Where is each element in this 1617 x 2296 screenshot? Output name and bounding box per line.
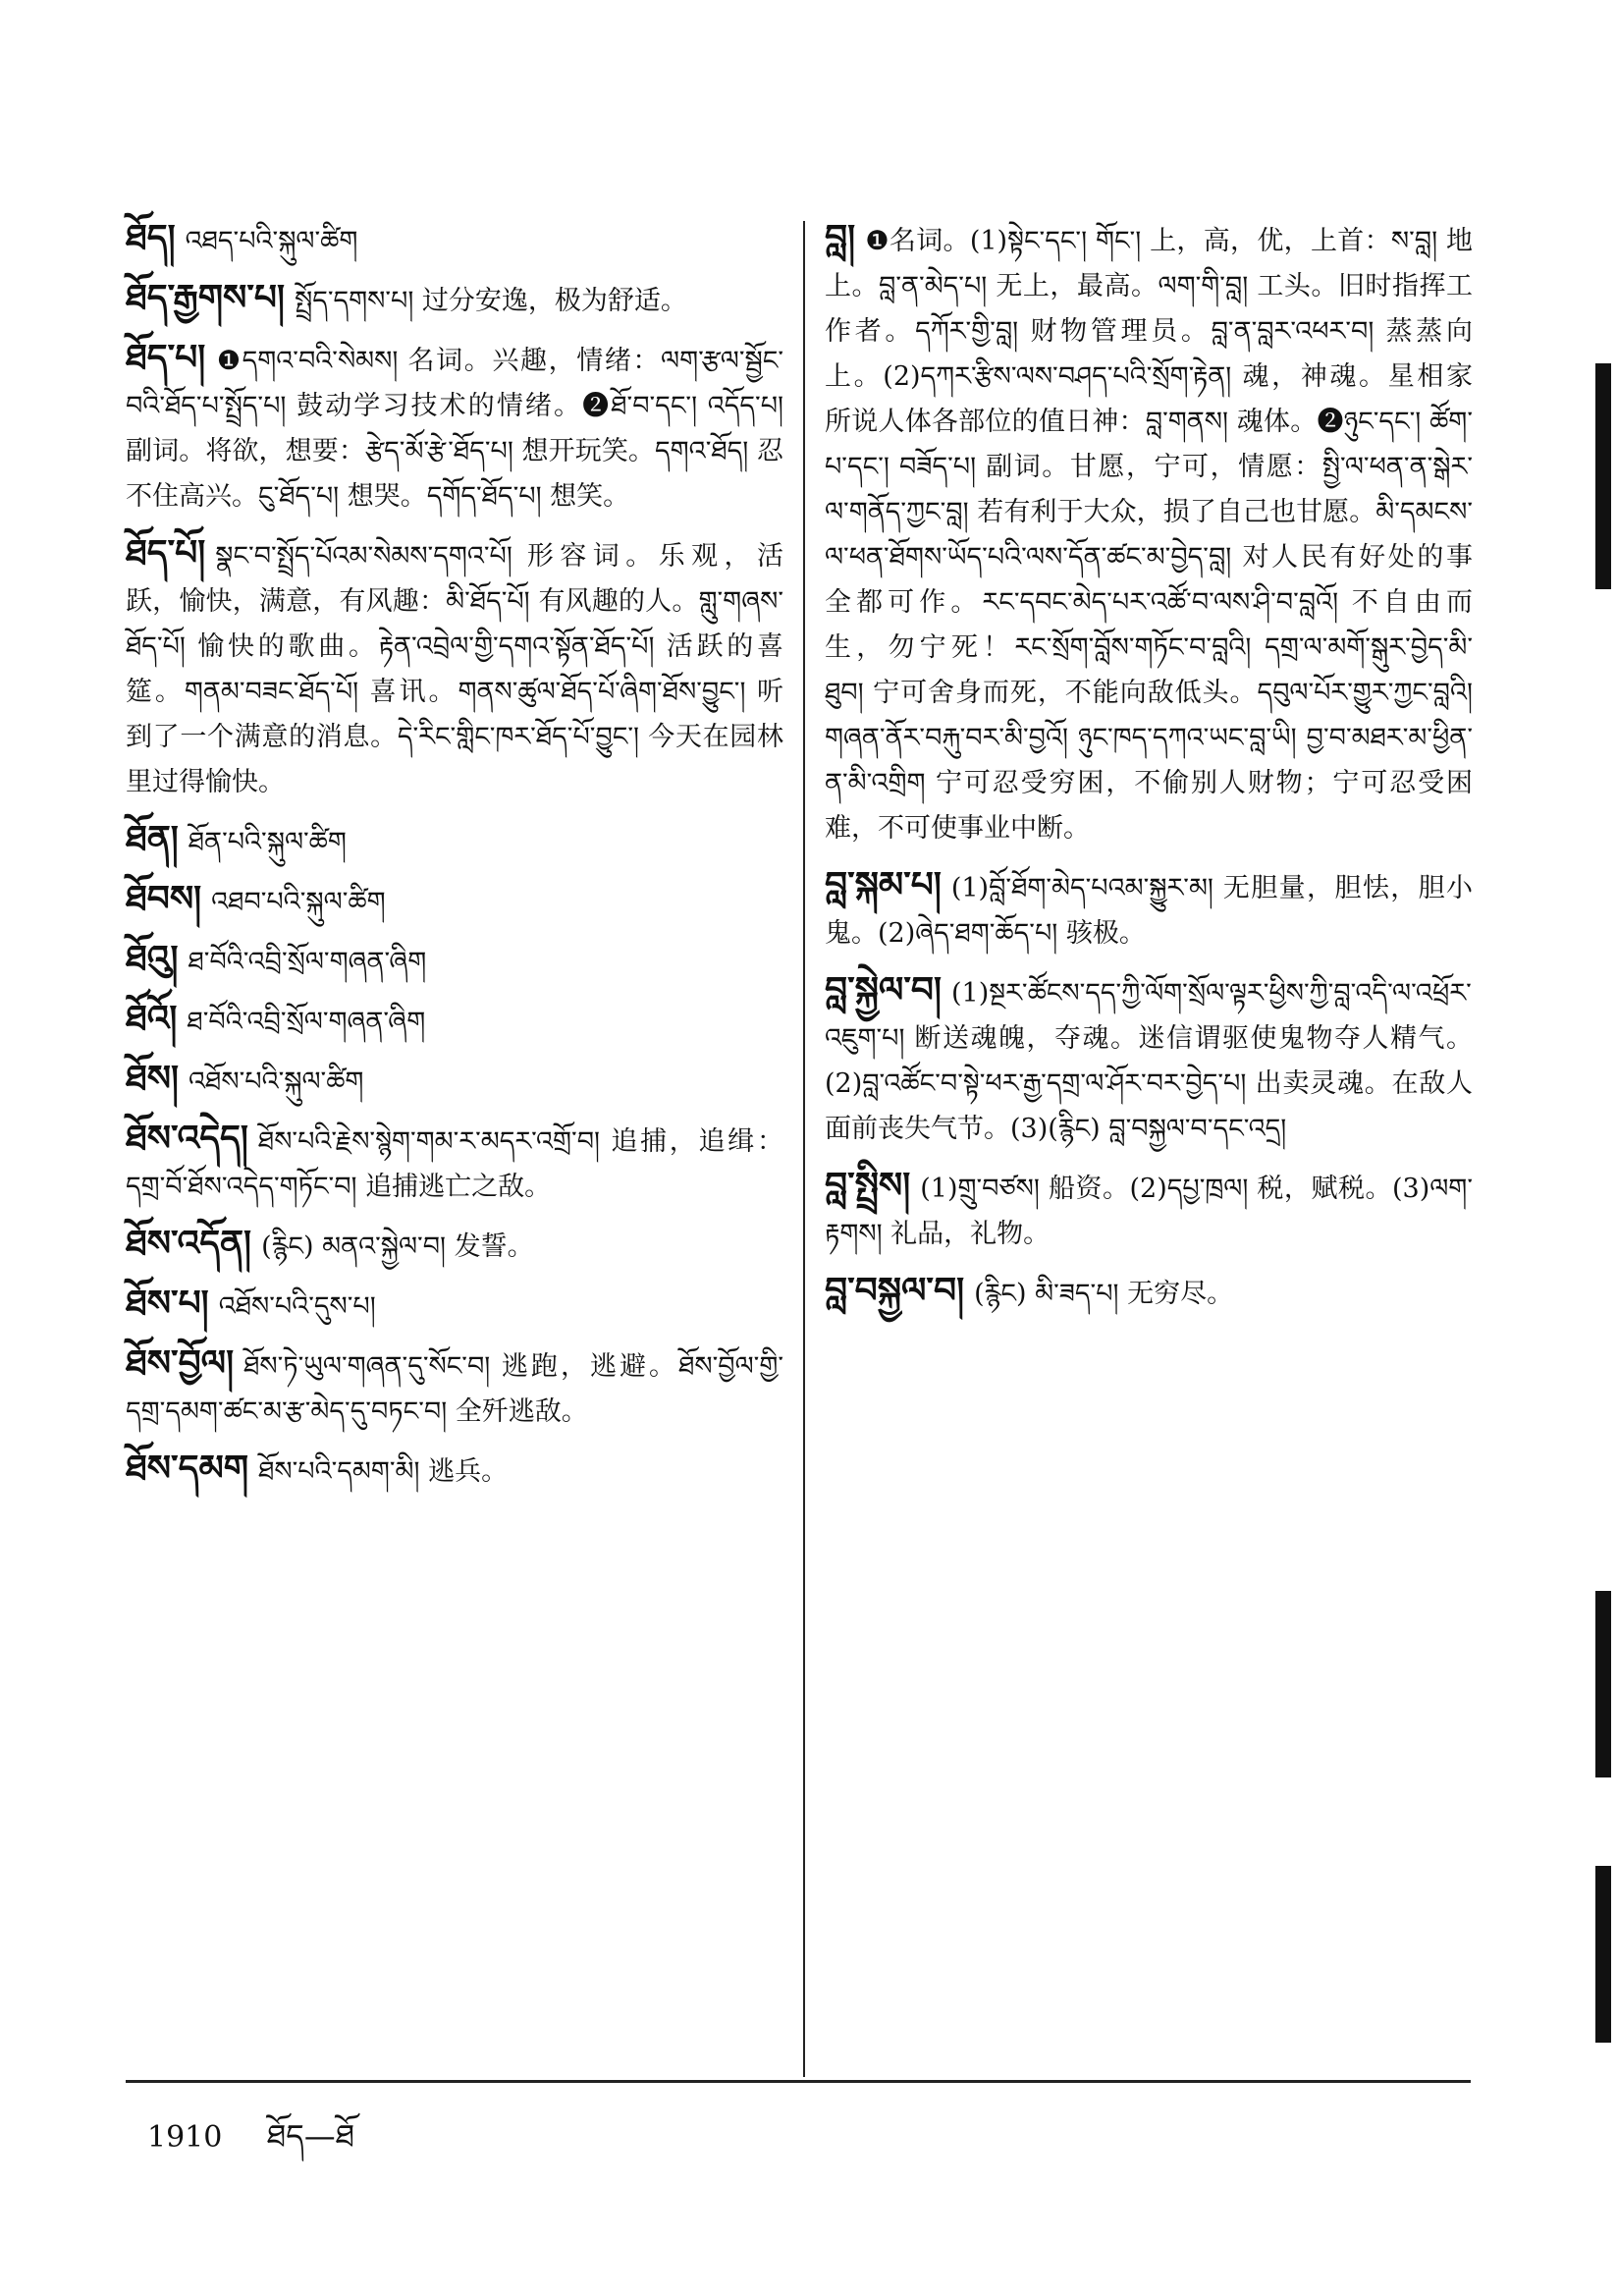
entry-headword: བླ་སྐྱེལ་བ། <box>825 970 942 1011</box>
entry-definition: ཐ་བོའི་འབྲི་སྲོལ་གཞན་ཞིག <box>188 947 427 977</box>
dictionary-entry <box>825 1164 1473 1257</box>
dictionary-entry <box>825 968 1473 1152</box>
entry-headword: ཐོད། <box>126 218 176 258</box>
entry-definition: འཐབ་པའི་སྐུལ་ཚིག <box>211 887 386 917</box>
entry-definition: ཐོས་ཏེ་ཡུལ་གཞན་དུ་སོང་བ། 逃跑，逃避。ཐོས་བྱོལ་གྱི་དགྲ་དམག་ཚང་མ་རྩ་མེད་དུ་བཏང་བ། 全歼逃敌。 <box>126 1351 783 1427</box>
entry-definition: (1)གྲུ་བཙས། 船资。(2)དཔྱ་ཁྲལ། 税，赋税。(3)ལག་རྟགས། 礼品，礼物。 <box>825 1174 1473 1249</box>
entry-definition: སྣང་བ་སྤྲོད་པོའམ་སེམས་དགའ་པོ། 形容词。乐观，活跃，愉快，满意，有风趣：མི་ཐོད་པོ། 有风趣的人。གླུ་གཞས་ཐོད་པོ། 愉快的歌曲。རྟེན་འབྲེལ་གྱི་དགའ་སྟོན་ཐོད་པོ། 活跃的喜筵。གནམ་བཟང་ཐོད་པོ། 喜讯。གནས་ཚུལ་ཐོད་པོ་ཞིག་ཐོས་བྱུང་། 听到了一个满意的消息。དེ་རིང་གླིང་ཁར་ཐོད་པོ་བྱུང་། 今天在园林里过得愉快。 <box>126 541 783 797</box>
entry-headword: ཐོད་རྒྱགས་པ། <box>126 278 285 318</box>
entry-definition: (རྙིང) མནའ་སྐྱེལ་བ། 发誓。 <box>261 1231 534 1262</box>
entry-headword: ཐོས་པ། <box>126 1284 209 1324</box>
page-footer <box>147 2102 354 2190</box>
entry-definition: སྤྲོད་དགས་པ། 过分安逸，极为舒适。 <box>294 286 687 316</box>
dictionary-entry <box>126 937 783 985</box>
column-divider <box>803 221 805 2077</box>
entry-definition: (1)བློ་ཐོག་མེད་པའམ་སྐྱུར་མ། 无胆量，胆怯，胆小鬼。(2)ཞེད་ཐག་ཆོད་པ། 骇极。 <box>825 873 1473 949</box>
entry-headword: ཐོབས། <box>126 879 202 919</box>
entry-headword: ཐོས་འདོན། <box>126 1224 252 1264</box>
dictionary-entry <box>126 1341 783 1435</box>
left-column <box>126 216 783 1506</box>
scan-edge-marks <box>1590 0 1617 2296</box>
entry-headword: ཐོས་འདེད། <box>126 1119 248 1159</box>
right-column <box>825 216 1473 1329</box>
edge-mark <box>1595 1591 1611 1777</box>
entry-definition: ཐོས་པའི་དམག་མི། 逃兵。 <box>258 1456 509 1487</box>
dictionary-entry <box>126 336 783 519</box>
entry-headword: ཐོའོ། <box>126 999 178 1039</box>
entry-definition: ཐོན་པའི་སྐུལ་ཚིག <box>188 827 347 857</box>
entry-headword: བླ། <box>825 218 856 258</box>
footer-rule <box>126 2080 1471 2083</box>
entry-definition: ❶名词。(1)སྟེང་དང་། གོང་། 上，高，优，上首：ས་བླ། 地上。བླ་ན་མེད་པ། 无上，最高。ལག་གི་བླ། 工头。旧时指挥工作者。དཀོར་གྱི་བླ། 财物管理员。བླ་ན་བླར་འཕར་བ། 蒸蒸向上。(2)དཀར་རྩིས་ལས་བཤད་པའི་སྲོག་རྟེན། 魂，神魂。星相家所说人体各部位的值日神：བླ་གནས། 魂体。❷ཉུང་དང་། ཚོག་པ་དང་། བཟོད་པ། 副词。甘愿，宁可，情愿：སྤྱི་ལ་ཕན་ན་སྒེར་ལ་གནོད་ཀྱང་བླ། 若有利于大众，损了自己也甘愿。མི་དམངས་ལ་ཕན་ཐོགས་ཡོད་པའི་ལས་དོན་ཚང་མ་བྱེད་བླ། 对人民有好处的事全都可作。རང་དབང་མེད་པར་འཚོ་བ་ལས་ཤི་བ་བླའོ། 不自由而生，勿宁死！རང་སྲོག་བློས་གཏོང་བ་བླའི། དགྲ་ལ་མགོ་སྒུར་བྱེད་མི་ཐུབ། 宁可舍身而死，不能向敌低头。དབུལ་པོར་གྱུར་ཀྱང་བླའི། གཞན་ནོར་བརྐུ་བར་མི་བྱའོ། ཉུང་ཁད་དཀའ་ཡང་བླ་ཡི། བྱ་བ་མཐར་མ་ཕྱིན་ན་མི་འགྲིག 宁可忍受穷困，不偷别人财物；宁可忍受困难，不可使事业中断。 <box>825 226 1473 844</box>
dictionary-entry <box>126 997 783 1045</box>
entry-headword: ཐོས་བྱོལ། <box>126 1343 235 1384</box>
page-number: 1910 <box>147 2120 223 2155</box>
dictionary-entry <box>126 531 783 805</box>
entry-headword: ཐོད་པ། <box>126 338 206 378</box>
dictionary-entry <box>126 817 783 865</box>
edge-mark <box>1595 1866 1611 2043</box>
dictionary-entry <box>825 1269 1473 1317</box>
edge-mark <box>1595 363 1611 589</box>
entry-definition: ཐོས་པའི་རྗེས་སྙེག་གམ་ར་མདར་འགྲོ་བ། 追捕，追缉：དགྲ་བོ་ཐོས་འདེད་གཏོང་བ། 追捕逃亡之敌。 <box>126 1126 783 1202</box>
entry-headword: ཐོའུ། <box>126 939 179 979</box>
dictionary-entry <box>126 877 783 925</box>
entry-headword: ཐོད་པོ། <box>126 533 206 574</box>
entry-definition: ❶དགའ་བའི་སེམས། 名词。兴趣，情绪：ལག་རྩལ་སྦྱོང་བའི་ཐོད་པ་སྤྲོད་པ། 鼓动学习技术的情绪。❷ཐོ་བ་དང་། འདོད་པ། 副词。将欲，想要：རྩེད་མོ་རྩེ་ཐོད་པ། 想开玩笑。དགའ་ཐོད། 忍不住高兴。ངུ་ཐོད་པ། 想哭。དགོད་ཐོད་པ། 想笑。 <box>126 346 783 512</box>
dictionary-entry <box>126 1222 783 1270</box>
dictionary-entry <box>126 1447 783 1495</box>
entry-headword: བླ་སྤྲིས། <box>825 1166 911 1206</box>
entry-definition: (1)སྔར་ཚོངས་དད་ཀྱི་ལོག་སྲོལ་ལྟར་ཕྱིས་ཀྱི་བླ་འདི་ལ་འཕྲོར་འཇུག་པ། 断送魂魄，夺魂。迷信谓驱使鬼物夺人精气。(2)བླ་འཚོང་བ་སྟེ་ཕར་རྒྱ་དགྲ་ལ་ཤོར་བར་བྱེད་པ། 出卖灵魂。在敌人面前丧失气节。(3)(རྙིང) བླ་བསྐྱལ་བ་དང་འདྲ། <box>825 978 1473 1144</box>
entry-definition: འཐོས་པའི་དུས་པ། <box>218 1291 376 1322</box>
entry-definition: འཐད་པའི་སྐུལ་ཚིག <box>185 226 358 256</box>
entry-headword: ཐོས་དམག <box>126 1449 249 1489</box>
dictionary-entry <box>126 1282 783 1330</box>
entry-definition: འཐོས་པའི་སྐུལ་ཚིག <box>189 1066 364 1097</box>
dictionary-entry <box>825 216 1473 851</box>
dictionary-entry <box>126 216 783 264</box>
page-range-label: ཐོད—ཐོ <box>266 2117 355 2155</box>
entry-headword: བླ་སྐམ་པ། <box>825 865 942 905</box>
entry-definition: (རྙིང) མི་ཟད་པ། 无穷尽。 <box>974 1279 1234 1309</box>
entry-headword: བླ་བསྐྱལ་བ། <box>825 1271 965 1311</box>
dictionary-entry <box>126 1057 783 1105</box>
dictionary-entry <box>825 863 1473 957</box>
dictionary-entry <box>126 276 783 324</box>
entry-headword: ཐོན། <box>126 819 179 859</box>
entry-definition: ཐ་བོའི་འབྲི་སྲོལ་གཞན་ཞིག <box>187 1007 426 1037</box>
entry-headword: ཐོས། <box>126 1059 180 1099</box>
dictionary-entry <box>126 1117 783 1210</box>
